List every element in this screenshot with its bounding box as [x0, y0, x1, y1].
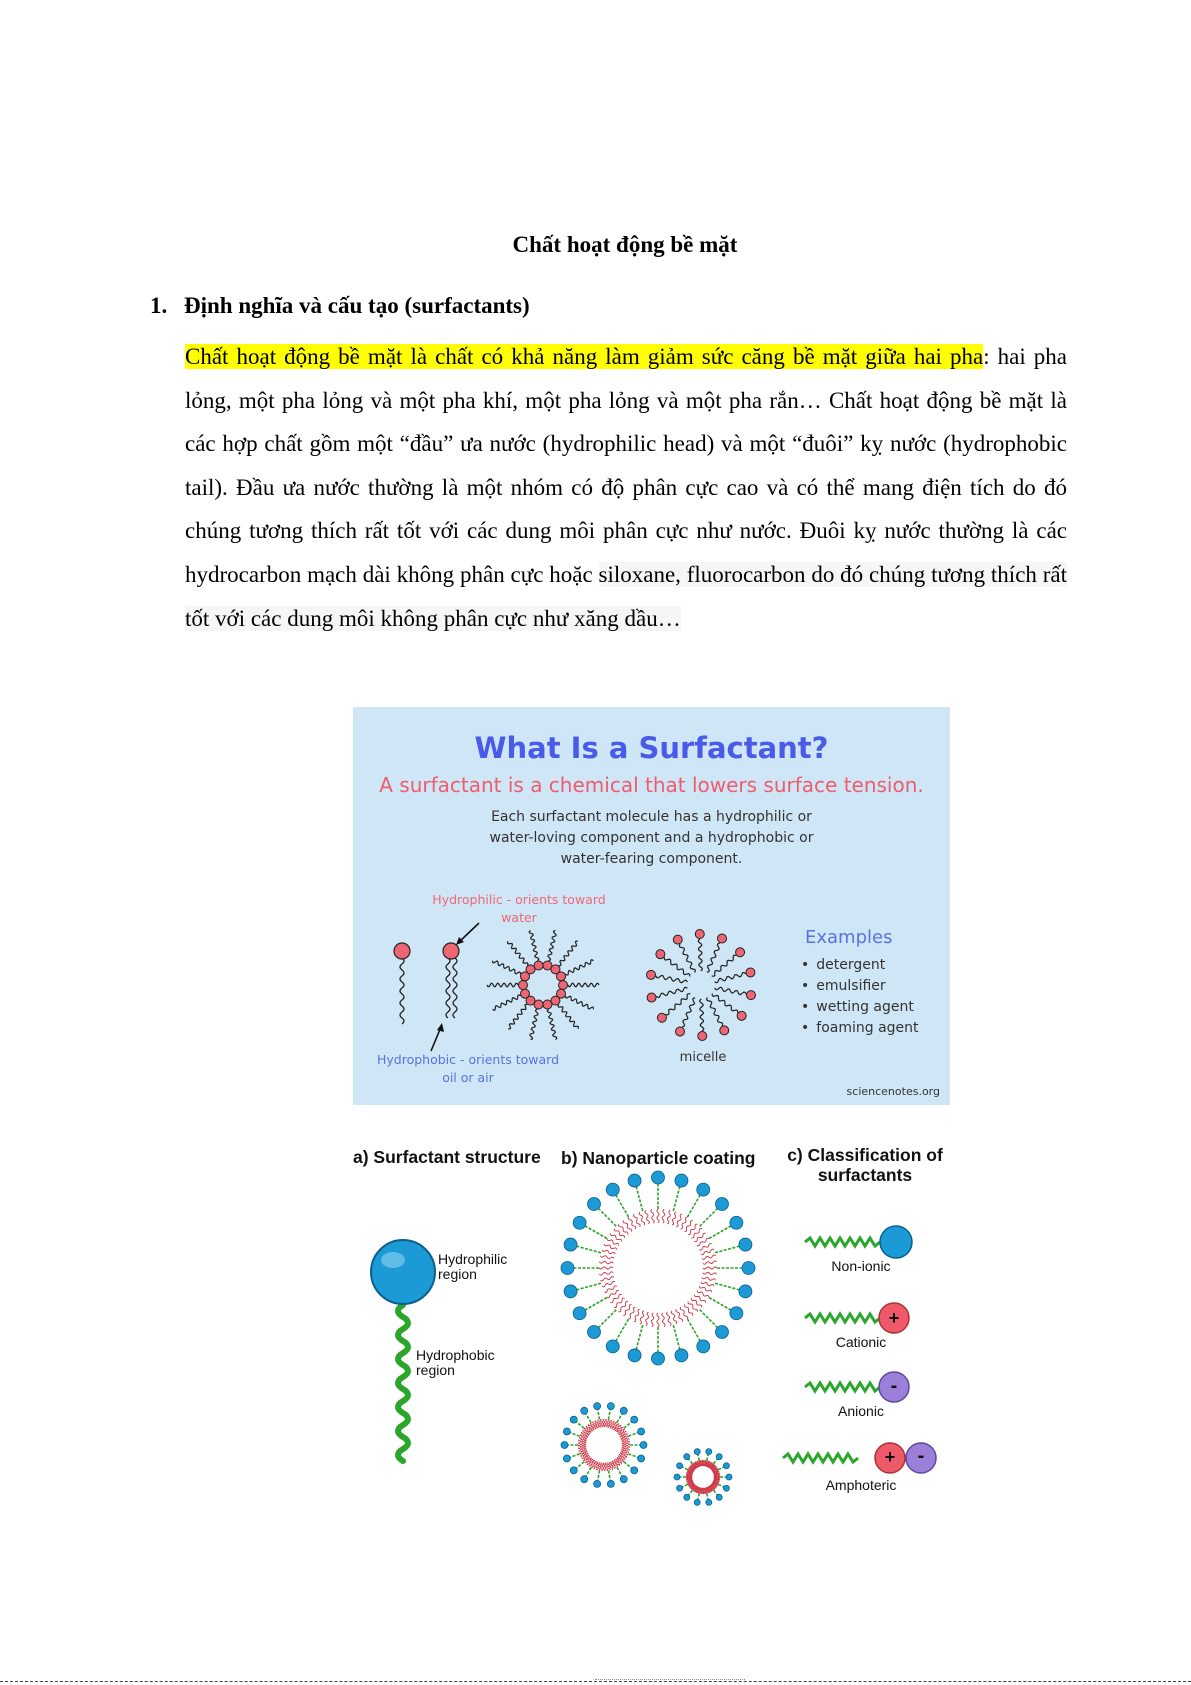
hydrophilic-region-label: Hydrophilic region — [438, 1251, 508, 1282]
micelle-icon — [647, 930, 756, 1041]
figure-description: Each surfactant molecule has a hydrophilic or water-loving component and a hydrophobic or water-fearing component. — [489, 809, 814, 867]
image-credit: sciencenotes.org — [846, 1085, 940, 1098]
paragraph-text-2: siloxane, fluorocarbon do đó chúng tương thích rất tốt với các dung môi không phân cực như xăng dầu… — [185, 561, 1068, 631]
figure-title: What Is a Surfactant? — [474, 731, 829, 765]
class-label-anionic: Anionic — [838, 1403, 884, 1419]
anion-charge-label: - — [890, 1375, 898, 1397]
panel-a-label: a) Surfactant structure — [353, 1147, 541, 1167]
highlighted-definition: Chất hoạt động bề mặt là chất có khả năng làm giảm sức căng bề mặt giữa hai pha — [185, 344, 984, 369]
hydrophobic-arrow-icon — [431, 1023, 444, 1051]
nanoparticle-medium-icon — [561, 1403, 647, 1488]
figure-subtitle: A surfactant is a chemical that lowers surface tension. — [379, 773, 924, 797]
amphoteric-cation-label: + — [884, 1447, 896, 1467]
examples-title: Examples — [805, 927, 893, 948]
example-item: • foaming agent — [801, 1018, 919, 1039]
panel-b-label: b) Nanoparticle coating — [561, 1148, 756, 1168]
examples-list — [801, 955, 919, 1039]
amphoteric-anion-label: - — [917, 1445, 925, 1467]
single-surfactant-molecule — [394, 943, 410, 1024]
body-paragraph — [185, 335, 1067, 640]
class-label-cationic: Cationic — [835, 1334, 887, 1350]
hydrophilic-label: Hydrophilic - orients toward water — [432, 892, 606, 925]
cation-charge-label: + — [888, 1308, 900, 1328]
figure-what-is-surfactant — [353, 707, 950, 1105]
class-label-non-ionic: Non-ionic — [831, 1258, 891, 1274]
nanoparticle-small-icon — [674, 1449, 732, 1506]
micelle-label: micelle — [679, 1050, 727, 1065]
class-label-amphoteric: Amphoteric — [825, 1477, 897, 1493]
page-title: Chất hoạt động bề mặt — [512, 232, 738, 257]
example-item: • detergent — [801, 955, 919, 976]
non-ionic-surfactant-icon — [805, 1226, 912, 1258]
hydrophobic-region-label: Hydrophobic region — [416, 1347, 495, 1378]
paragraph-text-1: : hai pha lỏng, một pha lỏng và một pha khí, một pha lỏng và một pha rắn… Chất hoạt động bề mặt là các hợp chất gồm một “đầu” ưa nước (hydrophilic head) và một “đuôi” kỵ nước (hydrophobic tail). Đầu ưa nước thường là một nhóm có độ phân cực cao và có thể mang điện tích do đó chúng tương thích rất tốt với các dung môi phân cực như nước. Đuôi kỵ nước thường là các hydrocarbon mạch dài không phân cực hoặc — [185, 344, 1067, 587]
section-number: 1. — [150, 293, 168, 318]
double-tail-surfactant — [443, 943, 459, 1018]
hydrophobic-label: Hydrophobic - orients toward oil or air — [376, 1052, 560, 1085]
section-title: Định nghĩa và cấu tạo (surfactants) — [184, 293, 530, 318]
nanoparticle-large-icon — [561, 1171, 755, 1365]
example-item: • wetting agent — [801, 997, 919, 1018]
page-bottom-mark — [595, 1679, 745, 1683]
structure-head-icon — [371, 1240, 435, 1304]
panel-c-label: c) Classification of surfactants — [787, 1145, 943, 1185]
structure-tail-icon — [398, 1305, 408, 1461]
figure-surfactant-panels — [353, 1140, 953, 1520]
example-item: • emulsifier — [801, 976, 919, 997]
reverse-micelle-icon — [487, 930, 599, 1039]
panels-graphic — [353, 1140, 953, 1520]
section-heading — [150, 293, 530, 319]
